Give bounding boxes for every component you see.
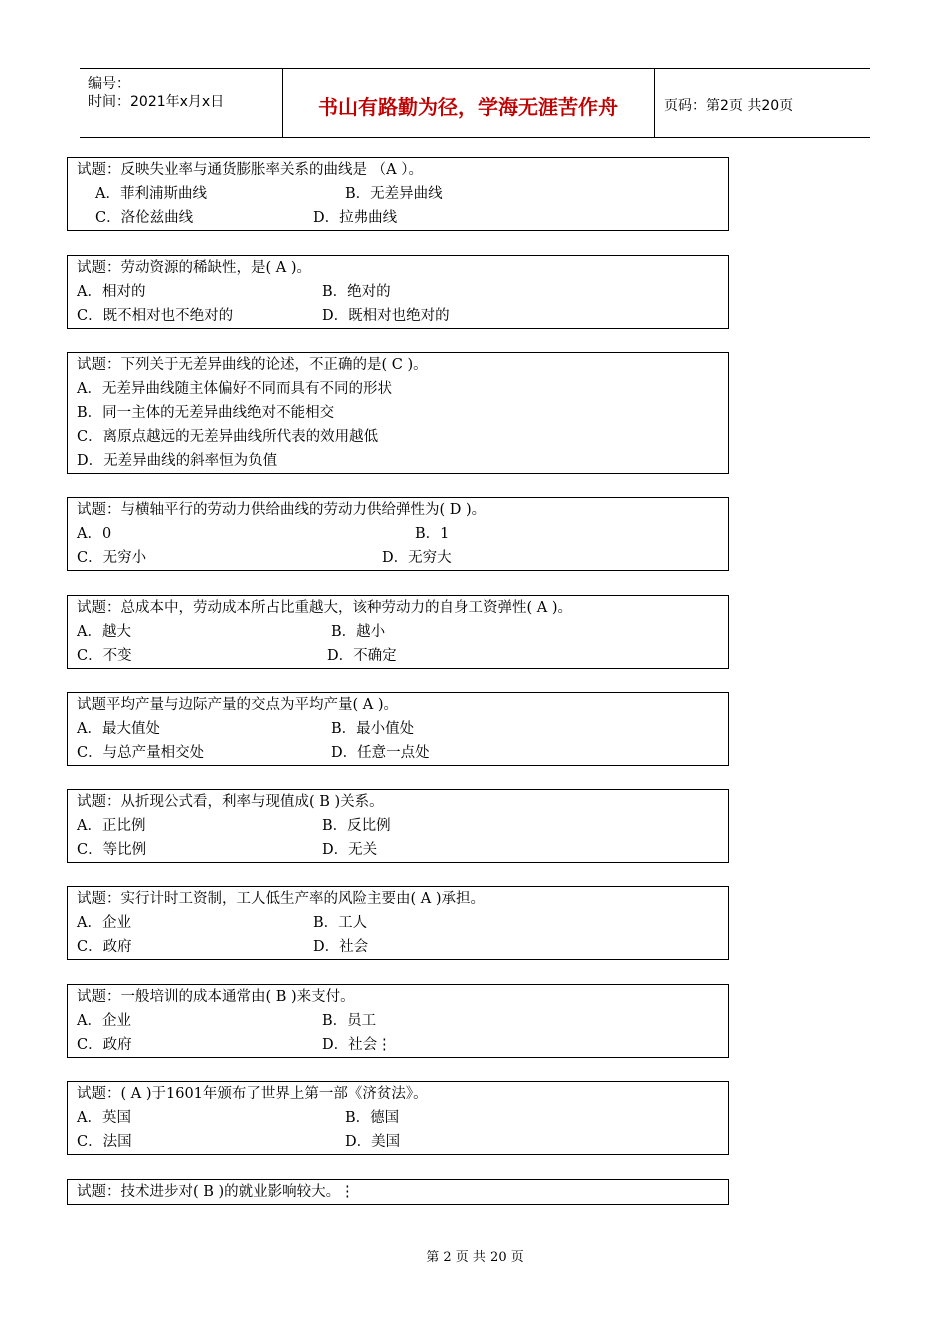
question-box (67, 886, 729, 960)
option-c: C．无穷小 (77, 550, 147, 566)
option-b: B．员工 (322, 1013, 377, 1029)
option-b: B．最小值处 (331, 721, 415, 737)
option-d: D．任意一点处 (331, 745, 430, 761)
question-box (67, 255, 729, 329)
option-c: C．与总产量相交处 (77, 745, 205, 761)
number-label: 编号： (88, 76, 130, 92)
option-c: C．政府 (77, 1037, 132, 1053)
option-a: A．正比例 (77, 818, 146, 834)
question-stem: 试题：劳动资源的稀缺性，是( A )。 (77, 260, 312, 276)
question-box (67, 1081, 729, 1155)
question-stem: 试题：与横轴平行的劳动力供给曲线的劳动力供给弹性为( D )。 (77, 502, 487, 518)
question-box (67, 1179, 729, 1205)
question-stem: 试题：技术进步对( B )的就业影响较大。⋮ (77, 1184, 355, 1200)
option-b: B．工人 (313, 915, 368, 931)
time-label: 时间：2021年x月x日 (88, 94, 225, 110)
option-d: D．社会 (313, 939, 369, 955)
question-stem: 试题平均产量与边际产量的交点为平均产量( A )。 (77, 697, 399, 713)
question-stem: 试题：下列关于无差异曲线的论述，不正确的是( C )。 (77, 357, 428, 373)
option-d: D．拉弗曲线 (313, 210, 398, 226)
question-box (67, 497, 729, 571)
question-stem: 试题：( A )于1601年颁布了世界上第一部《济贫法》。 (77, 1086, 428, 1102)
option-d: D．不确定 (327, 648, 397, 664)
option-b: B．1 (415, 526, 450, 542)
header-motto-cell (282, 69, 655, 137)
page-info: 页码：第2页 共20页 (664, 98, 794, 114)
question-stem: 试题：实行计时工资制，工人低生产率的风险主要由( A )承担。 (77, 891, 486, 907)
option-d: D．既相对也绝对的 (322, 308, 450, 324)
option-d: D．无穷大 (382, 550, 452, 566)
question-stem: 试题：总成本中，劳动成本所占比重越大，该种劳动力的自身工资弹性( A )。 (77, 600, 573, 616)
question-box (67, 692, 729, 766)
question-stem: 试题：反映失业率与通货膨胀率关系的曲线是 （A ）。 (77, 162, 423, 178)
question-box (67, 352, 729, 474)
question-box (67, 157, 729, 231)
option-c: C．政府 (77, 939, 132, 955)
option-b: B．无差异曲线 (345, 186, 443, 202)
question-box (67, 984, 729, 1058)
option-a: A．无差异曲线随主体偏好不同而具有不同的形状 (77, 381, 392, 397)
option-d: D．美国 (345, 1134, 401, 1150)
option-c: C．既不相对也不绝对的 (77, 308, 234, 324)
option-a: A．企业 (77, 915, 131, 931)
option-b: B．同一主体的无差异曲线绝对不能相交 (77, 405, 335, 421)
question-stem: 试题：一般培训的成本通常由( B )来支付。 (77, 989, 355, 1005)
question-stem: 试题：从折现公式看，利率与现值成( B )关系。 (77, 794, 384, 810)
option-a: A．英国 (77, 1110, 131, 1126)
option-d: D．社会⋮ (322, 1037, 392, 1053)
option-a: A．相对的 (77, 284, 146, 300)
option-c: C．法国 (77, 1134, 132, 1150)
option-b: B．越小 (331, 624, 386, 640)
page-footer: 第 2 页 共 20 页 (426, 1250, 524, 1265)
option-a: A．企业 (77, 1013, 131, 1029)
option-c: C．洛伦兹曲线 (95, 210, 194, 226)
option-a: A．越大 (77, 624, 131, 640)
option-b: B．反比例 (322, 818, 391, 834)
option-d: D．无关 (322, 842, 378, 858)
option-b: B．德国 (345, 1110, 400, 1126)
header-page-cell (654, 69, 870, 137)
question-box (67, 595, 729, 669)
option-a: A．菲利浦斯曲线 (95, 186, 207, 202)
motto: 书山有路勤为径，学海无涯苦作舟 (318, 95, 618, 119)
question-box (67, 789, 729, 863)
header-meta (80, 69, 283, 137)
option-a: A．最大值处 (77, 721, 160, 737)
option-b: B．绝对的 (322, 284, 391, 300)
option-c: C．等比例 (77, 842, 147, 858)
option-a: A．0 (77, 526, 112, 542)
option-d: D．无差异曲线的斜率恒为负值 (77, 453, 278, 469)
page-header (80, 68, 870, 138)
option-c: C．离原点越远的无差异曲线所代表的效用越低 (77, 429, 379, 445)
option-c: C．不变 (77, 648, 132, 664)
